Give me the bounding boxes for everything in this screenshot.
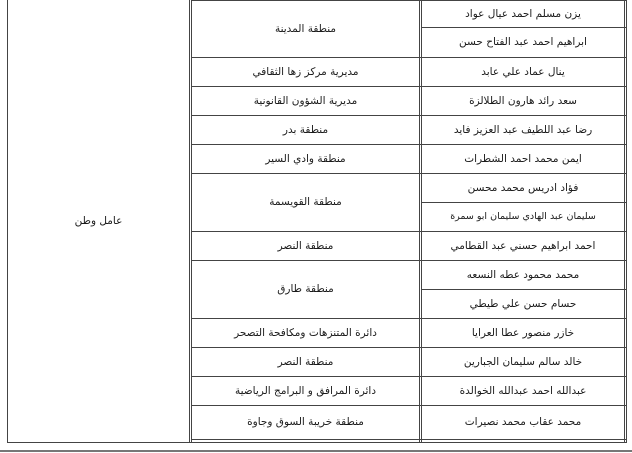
name-cell: عبدالله احمد عبدالله الخوالدة [459, 384, 587, 397]
department-cell: منطقة النصر [277, 355, 334, 368]
name-cell: سليمان عبد الهادي سليمان ابو سمرة [450, 211, 596, 223]
department-cell: دائرة المتنزهات ومكافحة التصحر [234, 326, 377, 339]
name-cell: احمد ابراهيم حسني عبد القطامي [450, 239, 596, 252]
name-cell: فؤاد ادريس محمد محسن [467, 181, 579, 194]
name-cell: رضا عبد اللطيف عبد العزيز فايد [453, 123, 593, 136]
name-cell: خالد سالم سليمان الجبارين [463, 355, 583, 368]
department-cell: منطقة طارق [277, 283, 334, 296]
name-cell: ينال عماد علي عابد [481, 65, 565, 78]
category-cell: عامل وطن [74, 215, 123, 228]
table-column-divider [189, 0, 190, 443]
department-cell: منطقة بدر [282, 123, 329, 136]
name-cell: محمد محمود عطه النسعه [466, 268, 580, 281]
department-cell: دائرة المرافق و البرامج الرياضية [234, 384, 377, 397]
table-border-bottom [421, 439, 627, 440]
department-cell: منطقة النصر [277, 239, 334, 252]
department-cell: مديرية مركز زها الثقافي [252, 65, 359, 78]
department-cell: منطقة المدينة [274, 22, 337, 35]
table-border-bottom [191, 439, 422, 440]
name-cell: ابراهيم احمد عبد الفتاح حسن [459, 36, 587, 49]
table-border-bottom [7, 442, 627, 443]
name-cell: سعد رائد هارون الطلالزة [469, 94, 577, 107]
name-cell: ايمن محمد احمد الشطرات [464, 152, 582, 165]
department-cell: منطقة خريبة السوق وجاوة [247, 416, 364, 429]
name-cell: محمد عقاب محمد نصيرات [464, 416, 582, 429]
name-cell: حسام حسن علي طيطي [469, 297, 577, 310]
department-cell: مديرية الشؤون القانونية [253, 94, 358, 107]
name-cell: خازر منصور عطا العرايا [471, 326, 575, 339]
page-bottom-rule [0, 450, 632, 452]
department-cell: منطقة القويسمة [269, 196, 342, 209]
department-cell: منطقة وادي السير [265, 152, 346, 165]
name-cell: يزن مسلم احمد عيال عواد [465, 7, 581, 20]
